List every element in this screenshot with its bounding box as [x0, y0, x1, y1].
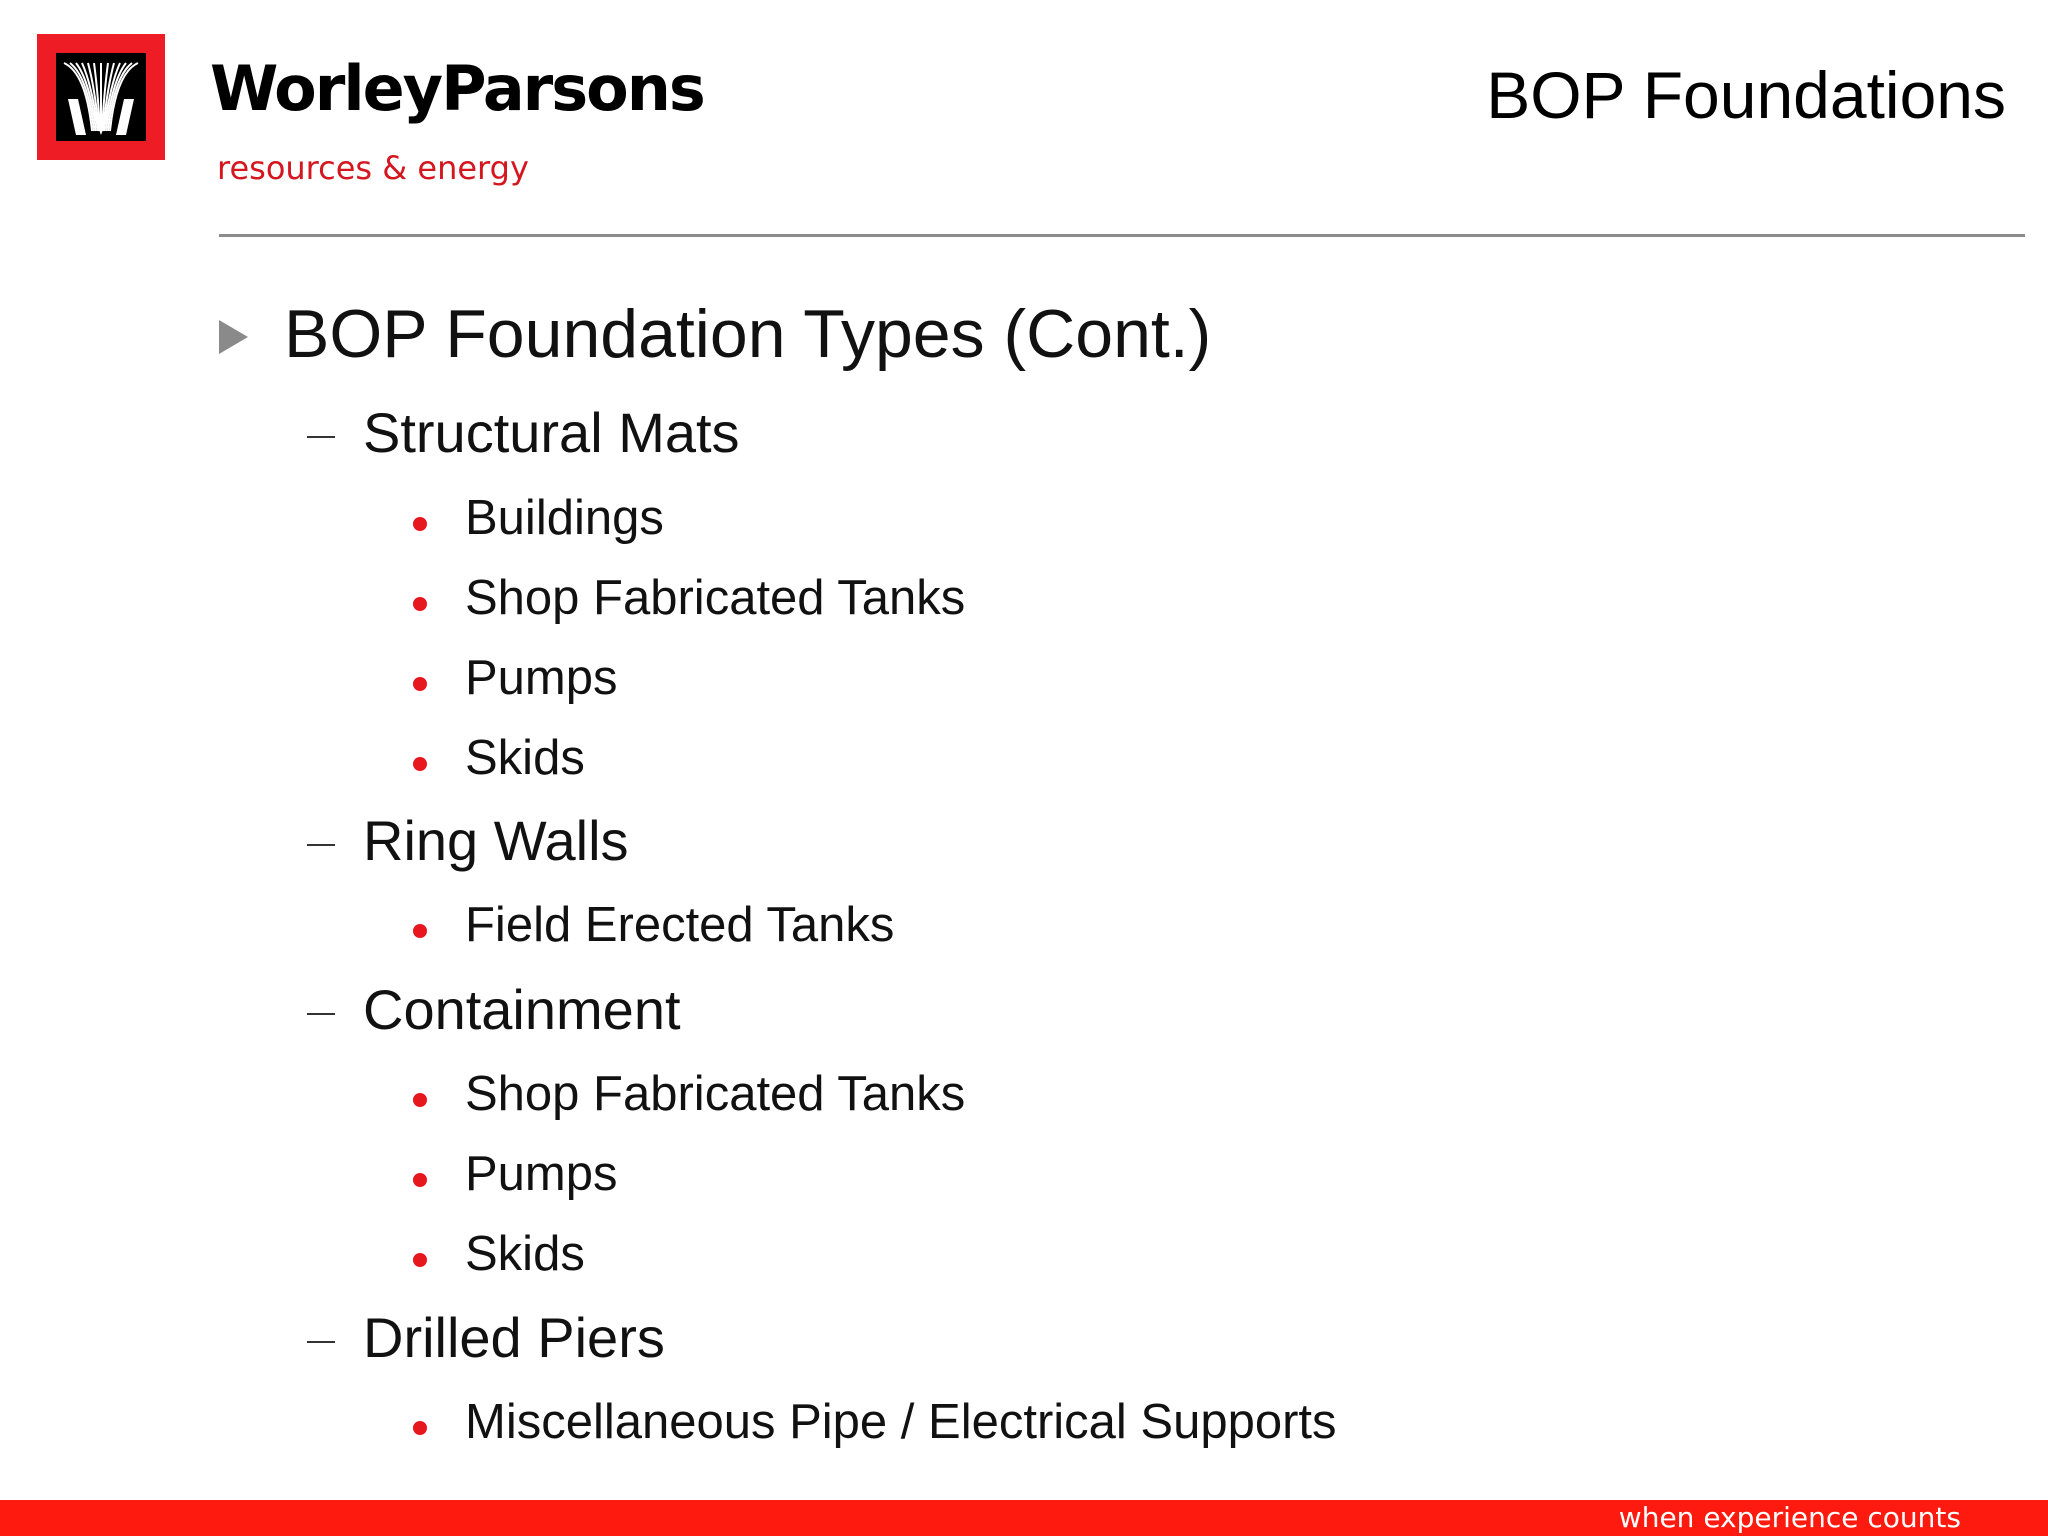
group-label: Containment: [363, 978, 681, 1041]
list-item-label: Buildings: [465, 491, 664, 545]
red-dot-icon: [413, 677, 427, 691]
dash-icon: [307, 844, 335, 846]
list-item-label: Pumps: [465, 1147, 618, 1201]
list-item-label: Shop Fabricated Tanks: [465, 1067, 966, 1121]
brand-name: WorleyParsons: [210, 52, 704, 125]
dash-icon: [307, 436, 335, 438]
list-item-label: Skids: [465, 731, 585, 785]
triangle-arrow-icon: [219, 320, 248, 354]
red-dot-icon: [413, 924, 427, 938]
list-item-label: Miscellaneous Pipe / Electrical Supports: [465, 1395, 1337, 1449]
content-heading: BOP Foundation Types (Cont.): [284, 296, 1212, 372]
group-label: Ring Walls: [363, 809, 629, 872]
list-item-label: Shop Fabricated Tanks: [465, 571, 966, 625]
red-dot-icon: [413, 757, 427, 771]
slide-title: BOP Foundations: [1486, 58, 2006, 132]
dash-icon: [307, 1013, 335, 1015]
red-dot-icon: [413, 1093, 427, 1107]
list-item-label: Pumps: [465, 651, 618, 705]
list-item-label: Skids: [465, 1227, 585, 1281]
footer-bar: [0, 1500, 2048, 1536]
dash-icon: [307, 1341, 335, 1343]
red-dot-icon: [413, 1421, 427, 1435]
red-dot-icon: [413, 517, 427, 531]
group-label: Structural Mats: [363, 401, 740, 464]
footer-tagline: when experience counts: [1618, 1501, 1961, 1534]
brand-tagline: resources & energy: [217, 149, 529, 187]
red-dot-icon: [413, 1253, 427, 1267]
list-item-label: Field Erected Tanks: [465, 898, 895, 952]
red-dot-icon: [413, 1173, 427, 1187]
red-dot-icon: [413, 597, 427, 611]
group-label: Drilled Piers: [363, 1306, 665, 1369]
